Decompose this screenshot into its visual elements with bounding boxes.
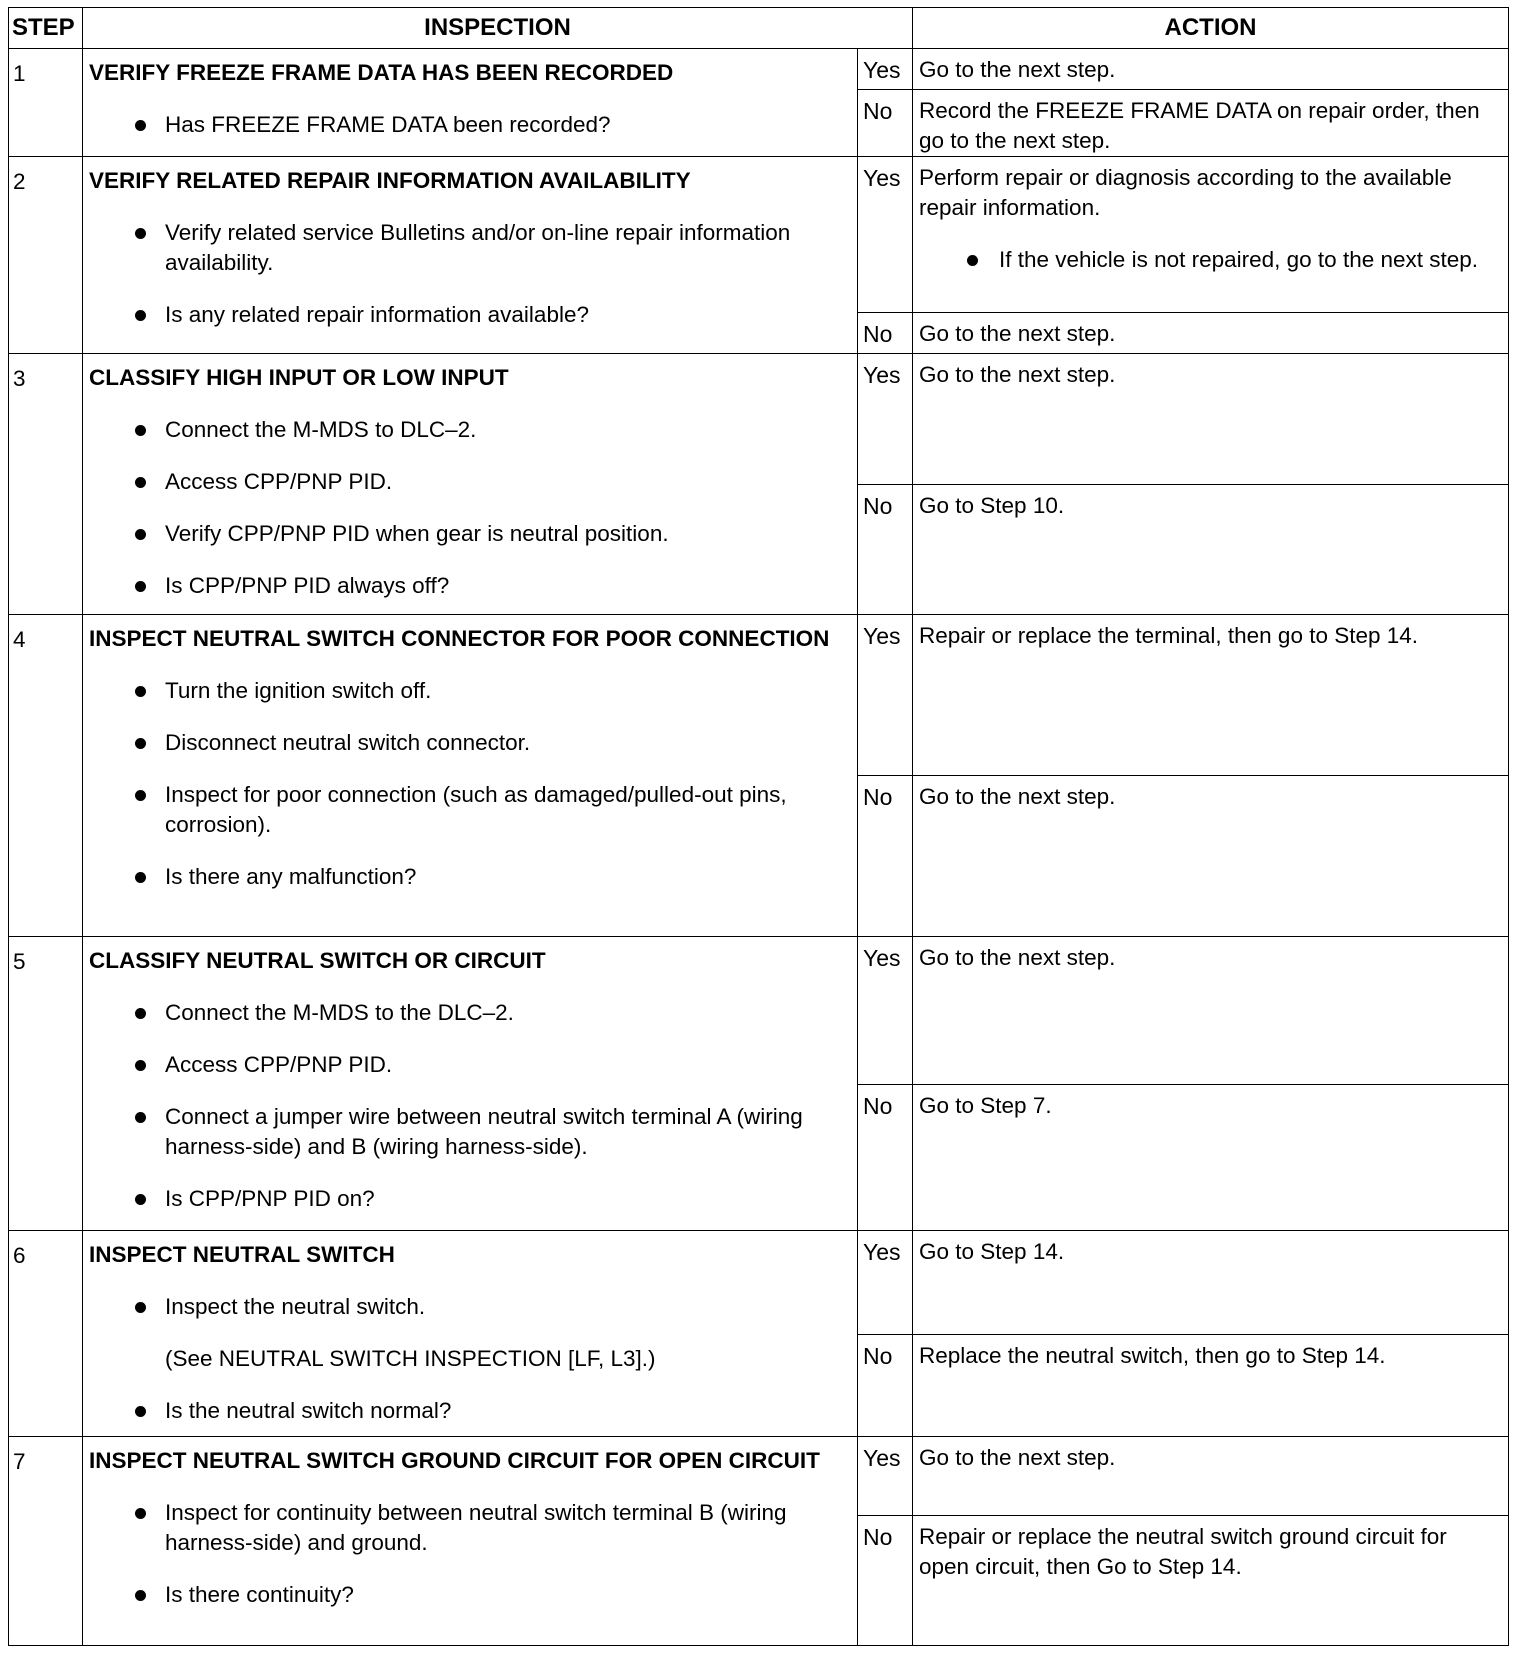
yes-action: Perform repair or diagnosis according to the available repair information. [919,165,1452,220]
inspection-bullet: Connect the M-MDS to the DLC–2. [89,998,849,1028]
step-inspection [83,937,858,1231]
step-number: 1 [9,49,83,157]
no-label: No [858,1085,913,1231]
no-label: No [858,313,913,354]
yes-action: Repair or replace the terminal, then go to Step 14. [913,615,1509,776]
yes-label: Yes [858,1231,913,1335]
no-label: No [858,1335,913,1437]
step-number: 5 [9,937,83,1231]
yes-action: Go to the next step. [913,49,1509,90]
step-2-yes-row [9,157,1509,313]
no-label: No [858,1516,913,1646]
inspection-bullet: Is there any malfunction? [89,862,849,892]
inspection-bullet: Is CPP/PNP PID on? [89,1184,849,1214]
yes-label: Yes [858,1437,913,1516]
step-number: 2 [9,157,83,354]
inspection-bullet: Inspect the neutral switch. [89,1292,849,1322]
yes-action: Go to the next step. [913,937,1509,1085]
inspection-bullet: Turn the ignition switch off. [89,676,849,706]
step-title: VERIFY RELATED REPAIR INFORMATION AVAILABILITY [89,168,691,193]
no-action: Go to Step 7. [913,1085,1509,1231]
step-title: CLASSIFY NEUTRAL SWITCH OR CIRCUIT [89,948,546,973]
inspection-bullet: Is any related repair information available? [89,300,849,330]
inspection-bullet: Verify related service Bulletins and/or on-line repair information availability. [89,218,849,278]
inspection-note: (See NEUTRAL SWITCH INSPECTION [LF, L3].) [165,1346,656,1371]
yes-action: Go to the next step. [913,1437,1509,1516]
step-4-yes-row [9,615,1509,776]
step-inspection [83,157,858,354]
inspection-bullet: Access CPP/PNP PID. [89,467,849,497]
inspection-bullet: Is the neutral switch normal? [89,1396,849,1426]
inspection-bullet: Has FREEZE FRAME DATA been recorded? [89,110,849,140]
step-title: INSPECT NEUTRAL SWITCH GROUND CIRCUIT FOR OPEN CIRCUIT [89,1448,820,1473]
yes-action-cell [913,157,1509,313]
header-action: ACTION [913,8,1509,49]
procedure-table [8,7,1509,1646]
step-number: 6 [9,1231,83,1437]
yes-action: Go to the next step. [913,354,1509,485]
step-3-yes-row [9,354,1509,485]
inspection-bullet: Inspect for continuity between neutral switch terminal B (wiring harness-side) and ground. [89,1498,849,1558]
step-title: INSPECT NEUTRAL SWITCH CONNECTOR FOR POOR CONNECTION [89,626,830,651]
step-inspection [83,1231,858,1437]
no-label: No [858,776,913,937]
diagnostic-procedure-table [8,7,1508,1646]
header-step: STEP [9,8,83,49]
step-number: 4 [9,615,83,937]
header-inspection: INSPECTION [83,8,913,49]
inspection-bullet: Is CPP/PNP PID always off? [89,571,849,601]
step-number: 3 [9,354,83,615]
no-label: No [858,485,913,615]
yes-label: Yes [858,937,913,1085]
header-row [9,8,1509,49]
no-action: Go to Step 10. [913,485,1509,615]
step-1-yes-row [9,49,1509,90]
inspection-bullet: Access CPP/PNP PID. [89,1050,849,1080]
step-5-yes-row [9,937,1509,1085]
yes-label: Yes [858,354,913,485]
no-action: Record the FREEZE FRAME DATA on repair order, then go to the next step. [913,90,1509,157]
step-inspection [83,49,858,157]
no-action: Go to the next step. [913,776,1509,937]
yes-action: Go to Step 14. [913,1231,1509,1335]
inspection-bullet: Verify CPP/PNP PID when gear is neutral position. [89,519,849,549]
action-bullet: If the vehicle is not repaired, go to the next step. [919,245,1500,275]
step-inspection [83,354,858,615]
step-6-yes-row [9,1231,1509,1335]
step-title: VERIFY FREEZE FRAME DATA HAS BEEN RECORDED [89,60,674,85]
yes-label: Yes [858,49,913,90]
step-title: INSPECT NEUTRAL SWITCH [89,1242,395,1267]
step-title: CLASSIFY HIGH INPUT OR LOW INPUT [89,365,509,390]
inspection-bullet: Connect the M-MDS to DLC–2. [89,415,849,445]
step-number: 7 [9,1437,83,1646]
step-inspection [83,615,858,937]
yes-label: Yes [858,615,913,776]
inspection-bullet: Connect a jumper wire between neutral switch terminal A (wiring harness-side) and B (wiring harness-side). [89,1102,849,1162]
yes-label: Yes [858,157,913,313]
step-7-yes-row [9,1437,1509,1516]
no-action: Go to the next step. [913,313,1509,354]
inspection-bullet: Inspect for poor connection (such as damaged/pulled-out pins, corrosion). [89,780,849,840]
no-label: No [858,90,913,157]
no-action: Replace the neutral switch, then go to Step 14. [913,1335,1509,1437]
no-action: Repair or replace the neutral switch ground circuit for open circuit, then Go to Step 14. [913,1516,1509,1646]
inspection-bullet: Disconnect neutral switch connector. [89,728,849,758]
inspection-bullet: Is there continuity? [89,1580,849,1610]
step-inspection [83,1437,858,1646]
